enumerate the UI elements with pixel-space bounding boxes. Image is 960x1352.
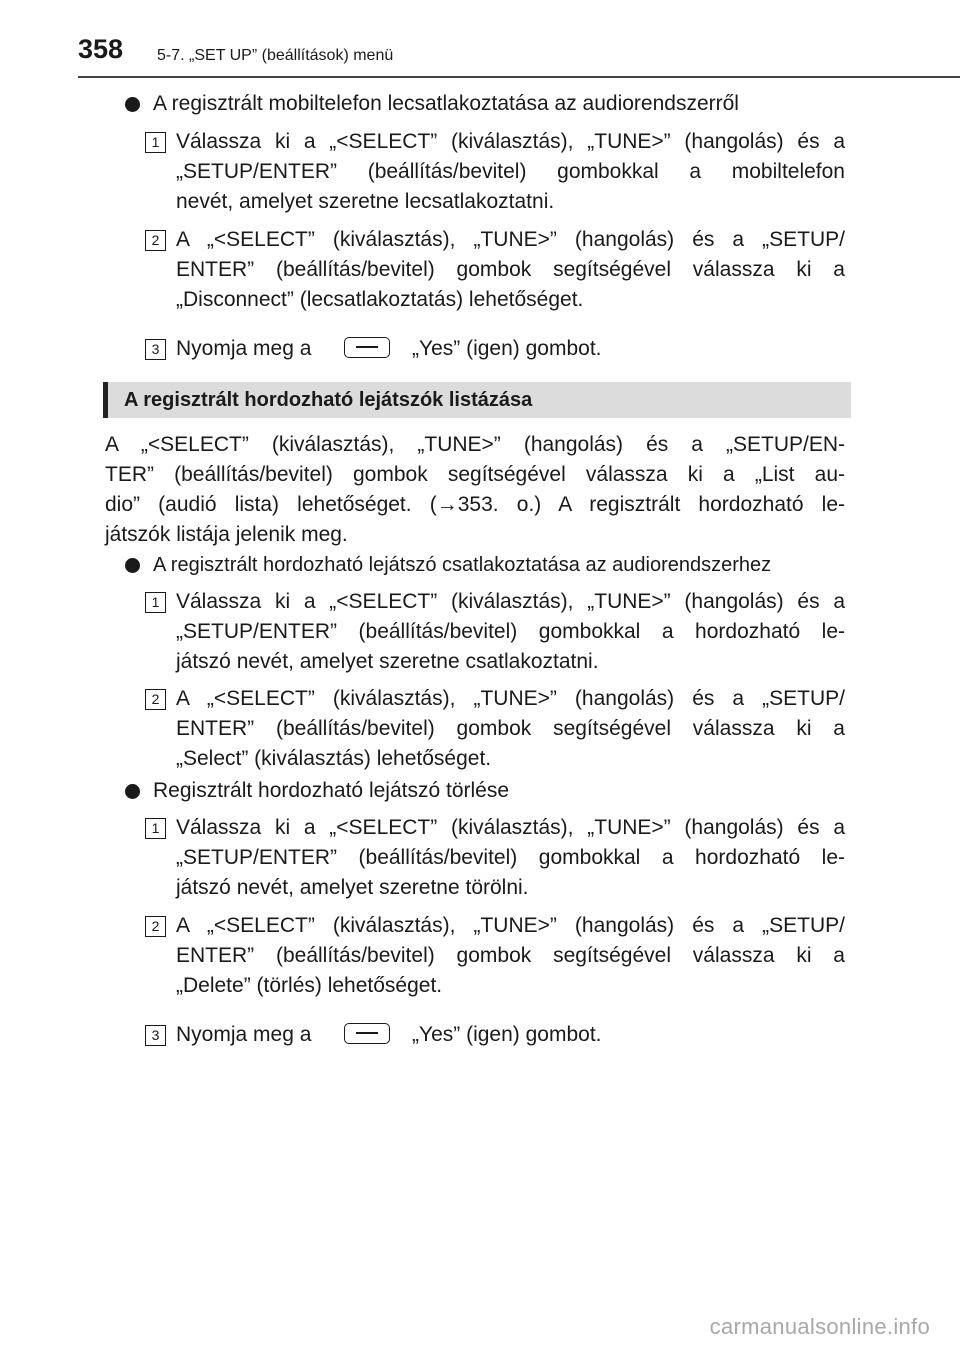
step-text-line: ENTER” (beállítás/bevitel) gombok segítségével válassza ki a <box>176 944 845 967</box>
section-title: 5-7. „SET UP” (beállítások) menü <box>157 47 394 64</box>
bullet-text: A regisztrált hordozható lejátszó csatlakoztatása az audiorendszerhez <box>153 554 772 576</box>
step-text-line: „Delete” (törlés) lehetőséget. <box>176 974 443 997</box>
button-icon <box>344 337 390 358</box>
step-text-line: „Select” (kiválasztás) lehetőséget. <box>176 747 492 770</box>
paragraph-line: A „<SELECT” (kiválasztás), „TUNE>” (hangolás) és a „SETUP/EN- <box>105 433 845 456</box>
step-text-line: A „<SELECT” (kiválasztás), „TUNE>” (hangolás) és a „SETUP/ <box>176 687 845 710</box>
step-number-badge: 2 <box>145 916 166 937</box>
step-text-line: A „<SELECT” (kiválasztás), „TUNE>” (hangolás) és a „SETUP/ <box>176 228 845 251</box>
paragraph-line: játszók listája jelenik meg. <box>105 523 348 546</box>
step-number-badge: 2 <box>145 689 166 710</box>
step-text-line: Válassza ki a „<SELECT” (kiválasztás), „TUNE>” (hangolás) és a <box>176 816 845 839</box>
step-text-line: „SETUP/ENTER” (beállítás/bevitel) gombokkal a mobiltelefon <box>176 160 845 183</box>
paragraph-line: dio” (audió lista) lehetőséget. (→353. o.) A regisztrált hordozható le- <box>105 493 845 516</box>
step-text-line: „SETUP/ENTER” (beállítás/bevitel) gombokkal a hordozható le- <box>176 620 845 643</box>
step-text-after-icon: „Yes” (igen) gombot. <box>412 337 602 360</box>
section-heading: A regisztrált hordozható lejátszók listázása <box>124 389 533 411</box>
step-text-line: ENTER” (beállítás/bevitel) gombok segítségével válassza ki a <box>176 258 845 281</box>
bullet-text: Regisztrált hordozható lejátszó törlése <box>153 779 510 802</box>
step-text-before-icon: Nyomja meg a <box>176 1023 312 1046</box>
watermark: carmanualsonline.info <box>709 1314 930 1339</box>
step-text-line: játszó nevét, amelyet szeretne törölni. <box>176 876 529 899</box>
button-icon <box>344 1023 390 1044</box>
header-rule <box>78 76 960 78</box>
bullet-dot-icon <box>125 558 140 573</box>
step-text-line: Válassza ki a „<SELECT” (kiválasztás), „TUNE>” (hangolás) és a <box>176 130 845 153</box>
step-number-badge: 1 <box>145 132 166 153</box>
step-text-after-icon: „Yes” (igen) gombot. <box>412 1023 602 1046</box>
step-text-line: nevét, amelyet szeretne lecsatlakoztatni. <box>176 190 555 213</box>
step-text-line: A „<SELECT” (kiválasztás), „TUNE>” (hangolás) és a „SETUP/ <box>176 914 845 937</box>
section-heading-accent <box>103 382 108 418</box>
step-number-badge: 1 <box>145 592 166 613</box>
bullet-dot-icon <box>125 97 140 112</box>
step-number-badge: 3 <box>145 1025 166 1046</box>
step-text-line: játszó nevét, amelyet szeretne csatlakoztatni. <box>176 650 599 673</box>
step-text-line: „SETUP/ENTER” (beállítás/bevitel) gombokkal a hordozható le- <box>176 846 845 869</box>
step-number-badge: 1 <box>145 818 166 839</box>
step-number-badge: 3 <box>145 339 166 360</box>
paragraph-line: TER” (beállítás/bevitel) gombok segítségével válassza ki a „List au- <box>105 463 845 486</box>
page-number: 358 <box>78 34 124 64</box>
bullet-dot-icon <box>125 784 140 799</box>
step-text-line: ENTER” (beállítás/bevitel) gombok segítségével válassza ki a <box>176 717 845 740</box>
step-text-line: Válassza ki a „<SELECT” (kiválasztás), „TUNE>” (hangolás) és a <box>176 590 845 613</box>
bullet-text: A regisztrált mobiltelefon lecsatlakoztatása az audiorendszerről <box>153 92 739 115</box>
page-header <box>0 0 960 80</box>
step-number-badge: 2 <box>145 230 166 251</box>
step-text-before-icon: Nyomja meg a <box>176 337 312 360</box>
step-text-line: „Disconnect” (lecsatlakoztatás) lehetőséget. <box>176 288 584 311</box>
